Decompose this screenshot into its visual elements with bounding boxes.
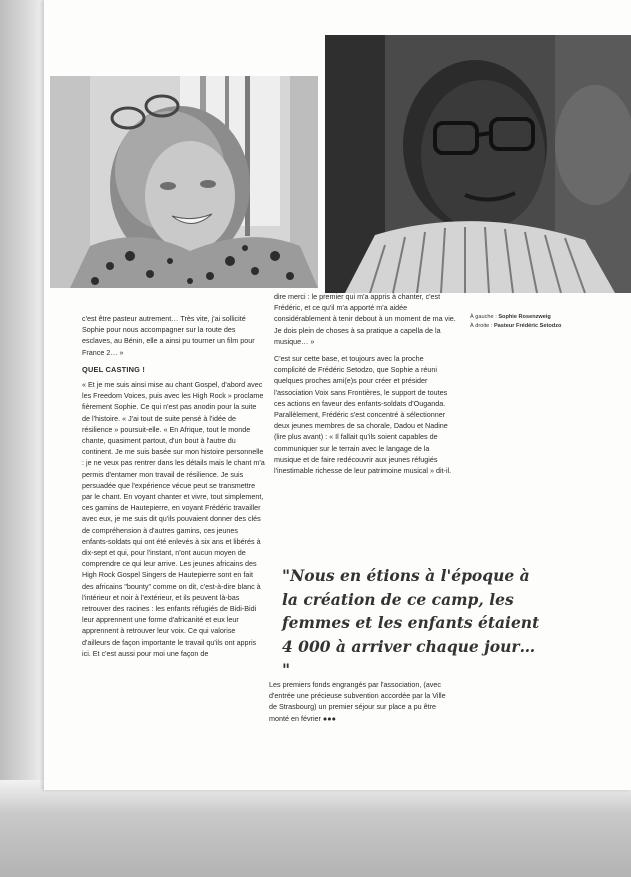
caption-left-name: Sophie Rosenzweig [498, 314, 551, 320]
photo-sophie-rosenzweig [50, 76, 318, 288]
photo-sophie-graphic [50, 76, 318, 288]
article-intro: c'est être pasteur autrement… Très vite, j'ai sollicité Sophie pour nous accompagner sur la route des esclaves, au Bénin, elle a ainsi pu tourner un film pour France 2… » [82, 314, 255, 357]
magazine-page [44, 0, 631, 790]
photo-caption [470, 313, 620, 331]
article-paragraph-2: dire merci : le premier qui m'a appris à chanter, c'est Frédéric, et ce qu'il m'a apporté m'a aidée considérablement à tenir debout à un moment de ma vie. Je dois plein de choses à sa pratique a capella de la musique… » [274, 292, 456, 346]
pull-quote: "Nous en étions à l'époque à la création de ce camp, les femmes et les enfants étaient 4 000 à arriver chaque jour… " [282, 566, 540, 679]
caption-left-prefix: À gauche : [470, 314, 499, 320]
caption-right-name: Pasteur Frédéric Setodzo [493, 323, 562, 329]
article-column-middle [274, 291, 457, 482]
caption-right [470, 322, 620, 331]
caption-right-prefix: À droite : [470, 323, 494, 329]
article-paragraph-1: « Et je me suis ainsi mise au chant Gospel, d'abord avec les Freedom Voices, puis avec les High Rock » proclame fièrement Sophie. Ce qui n'est pas anodin pour la suite de l'histoire. « J'ai tout de suite pensé à l'idée de résilience » poursuit-elle. « En Afrique, tout le monde chante, quasiment partout, d'un bout à l'autre du continent. Je me suis basée sur mon histoire personnelle : je ne veux pas rentrer dans les détails mais le chant m'a permis d'entamer mon travail de résilience. Je suis persuadée que l'expérience vécue peut se transmettre par le chant. En voyant chanter et vivre, tout simplement, ces gamins de Hautepierre, en voyant Frédéric travailler avec eux, je me suis dit qu'ils pouvaient donner des clés de compréhension à d'autres gamins, ces jeunes enfants-soldats qui ont été enlevés à six ans et libérés à dix-sept et qui, pour l'instant, n'ont aucun moyen de comprendre ce qui leur arrive. Les jeunes africains des High Rock Gospel Singers de Hautepierre sont en fait des africains "bounty" comme on dit, c'est-à-dire blanc à l'intérieur et noir à l'extérieur, et ils peuvent là-bas retrouver des racines : les enfants réfugiés de Bidi-Bidi leur apprennent une forme d'africanité et eux leur apprennent à retrouver leur voix. Ce qui valorise d'ailleurs de façon importante le travail qu'ils ont appris ici. Et c'est aussi pour moi une façon de [82, 380, 265, 658]
article-column-left [82, 313, 265, 665]
photo-frederic-graphic [325, 35, 631, 293]
article-paragraph-3: C'est sur cette base, et toujours avec la proche complicité de Frédéric Setodzo, que Sophie a réuni quelques proches ami(e)s pour créer et présider l'association Voix sans Frontières, le support de toutes ces actions en faveur des enfants-soldats d'Ouganda. Parallèlement, Frédéric s'est concentré à sélectionner deux jeunes membres de sa chorale, Dadou et Nadine (lire plus avant) : « Il fallait qu'ils soient capables de communiquer sur le terrain avec le langage de la musique et de faire redécouvrir aux jeunes réfugiés l'inestimable richesse de leur patrimoine musical » dit-il. [274, 354, 452, 476]
photo-frederic-setodzo [325, 35, 631, 293]
section-heading: QUEL CASTING ! [82, 364, 146, 374]
caption-left [470, 313, 620, 322]
scan-margin-left [0, 0, 48, 877]
article-column-bottom [269, 679, 454, 730]
scan-margin-bottom [0, 780, 631, 877]
article-paragraph-4: Les premiers fonds engrangés par l'association, (avec d'entrée une précieuse subvention accordée par la Ville de Strasbourg) un premier séjour sur place a pu être monté en février ●●● [269, 680, 446, 723]
